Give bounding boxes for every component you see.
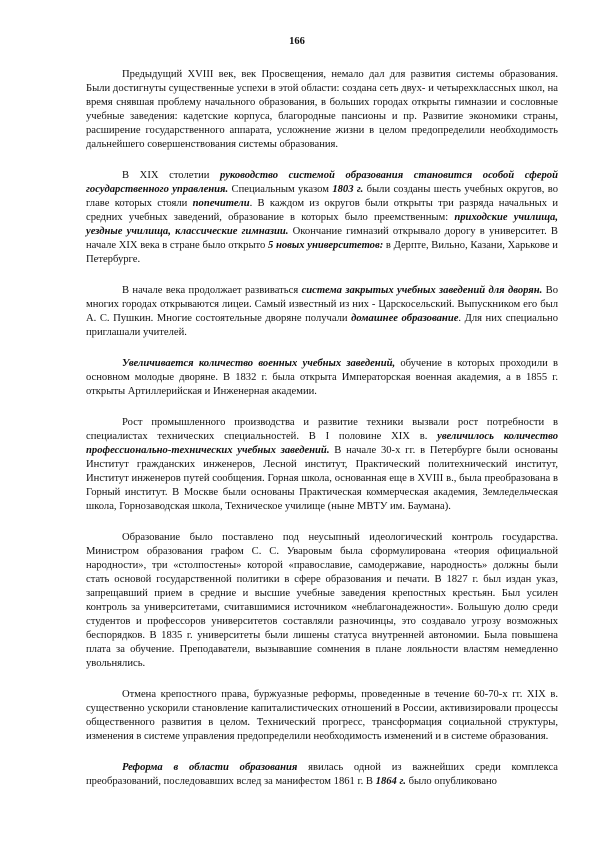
text-run: В начале века продолжает развиваться — [122, 285, 302, 296]
emphasized-text: руководство системой образования становится особой сферой государственного управления. — [86, 170, 558, 195]
paragraph — [86, 761, 558, 789]
text-run: Окончание гимназий открывало дорогу в университет. В начале XIX века в стране было открыто — [86, 226, 558, 251]
page-body — [86, 68, 558, 806]
text-run: было опубликовано — [405, 776, 497, 787]
text-run: . В каждом из округов были открыты три разряда начальных и средних учебных заведений, образование в которых было преемственным: — [86, 198, 558, 223]
text-run: в Дерпте, Вильно, Казани, Харькове и Петербурге. — [86, 240, 558, 265]
paragraph — [86, 688, 558, 744]
paragraph — [86, 531, 558, 671]
paragraph — [86, 68, 558, 152]
text-run: были созданы шесть учебных округов, во главе которых стояли — [86, 184, 558, 209]
emphasized-text: 1864 г. — [375, 776, 406, 787]
paragraph — [86, 284, 558, 340]
emphasized-text: домашнее образование — [351, 313, 459, 324]
emphasized-text: Реформа в области образования — [122, 762, 298, 773]
text-run: обучение в которых проходили в основном молодые дворяне. В 1832 г. была открыта Императорская военная академия, а в 1855 г. открыты Артиллерийская и Инженерная академии. — [86, 358, 558, 397]
text-run: Образование было поставлено под неусыпный идеологический контроль государства. Министром образования графом С. С. Уваровым была сформулирована «теория официальной народности», три «столпостены» которой «православие, самодержавие, народность» должны были стать основой государственной политики в сфере образования и печати. В 1827 г. был издан указ, запрещавший прием в средние и высшие учебные заведения крепостных крестьян. Был усилен контроль за университетами, считавшимися источником «неблагонадежности». Большую долю среди студентов и профессоров университетов составляли разночинцы, это создавало угрозу возможных беспорядков. В 1835 г. университеты были лишены статуса внутренней автономии. Была повышена плата за обучение. Преподаватели, вызывавшие сомнения в плане лояльности властям немедленно увольнялись. — [86, 532, 558, 669]
text-run: Рост промышленного производства и развитие техники вызвали рост потребности в специалистах технических специальностей. В I половине XIX в. — [86, 417, 558, 442]
paragraph — [86, 169, 558, 267]
emphasized-text: 1803 г. — [332, 184, 364, 195]
text-run: Предыдущий XVIII век, век Просвещения, немало дал для развития системы образования. Были достигнуты существенные успехи в этой области: создана сеть двух- и четырехклассных школ, на время снявшая проблему начального образования, в больших городах открыты гимназии и сословные учебные заведения: кадетские корпуса, благородные пансионы и пр. Развитие экономики страны, расширение государственного аппарата, усложнение жизни в целом предопределили необходимость дальнейшего совершенствования системы образования. — [86, 69, 558, 150]
emphasized-text: попечители — [192, 198, 250, 209]
emphasized-text: приходские училища, уездные училища, классические гимназии. — [86, 212, 559, 237]
text-run: Отмена крепостного права, буржуазные реформы, проведенные в течение 60-70-х гг. XIX в. существенно ускорили становление капиталистических отношений в России, активизировали процессы общественного развития в целом. Технический прогресс, трансформация социальной структуры, изменения в системе управления предопределили необходимость изменений и в системе образования. — [86, 689, 558, 742]
text-run: Во многих городах открываются лицеи. Самый известный из них - Царскосельский. Выпускником его был А. С. Пушкин. Многие состоятельные дворяне получали — [86, 285, 559, 324]
text-run: Специальным указом — [228, 184, 333, 195]
paragraph — [86, 416, 558, 514]
emphasized-text: Увеличивается количество военных учебных заведений, — [122, 358, 396, 369]
emphasized-text: 5 новых университетов: — [268, 240, 384, 251]
text-run: явилась одной из важнейших среди комплекса преобразований, последовавших вслед за манифестом 1861 г. В — [86, 762, 558, 787]
text-run: В XIX столетии — [122, 170, 221, 181]
paragraph — [86, 357, 558, 399]
text-run: В начале 30-х гг. в Петербурге были основаны Институт гражданских инженеров, Лесной институт, Практический политехнический институт, Институт инженеров путей сообщения. Горная школа, основанная еще в XVIII в., была преобразована в Горный институт. В Москве были основаны Практическая коммерческая академия, Земледельческая школа, Горнозаводская школа, Техническое училище (ныне МВТУ им. Баумана). — [86, 445, 558, 512]
emphasized-text: система закрытых учебных заведений для дворян. — [301, 285, 543, 296]
emphasized-text: увеличилось количество профессионально-технических учебных заведений. — [86, 431, 558, 456]
page-number: 166 — [289, 36, 305, 47]
text-run: . Для них специально приглашали учителей. — [86, 313, 559, 338]
